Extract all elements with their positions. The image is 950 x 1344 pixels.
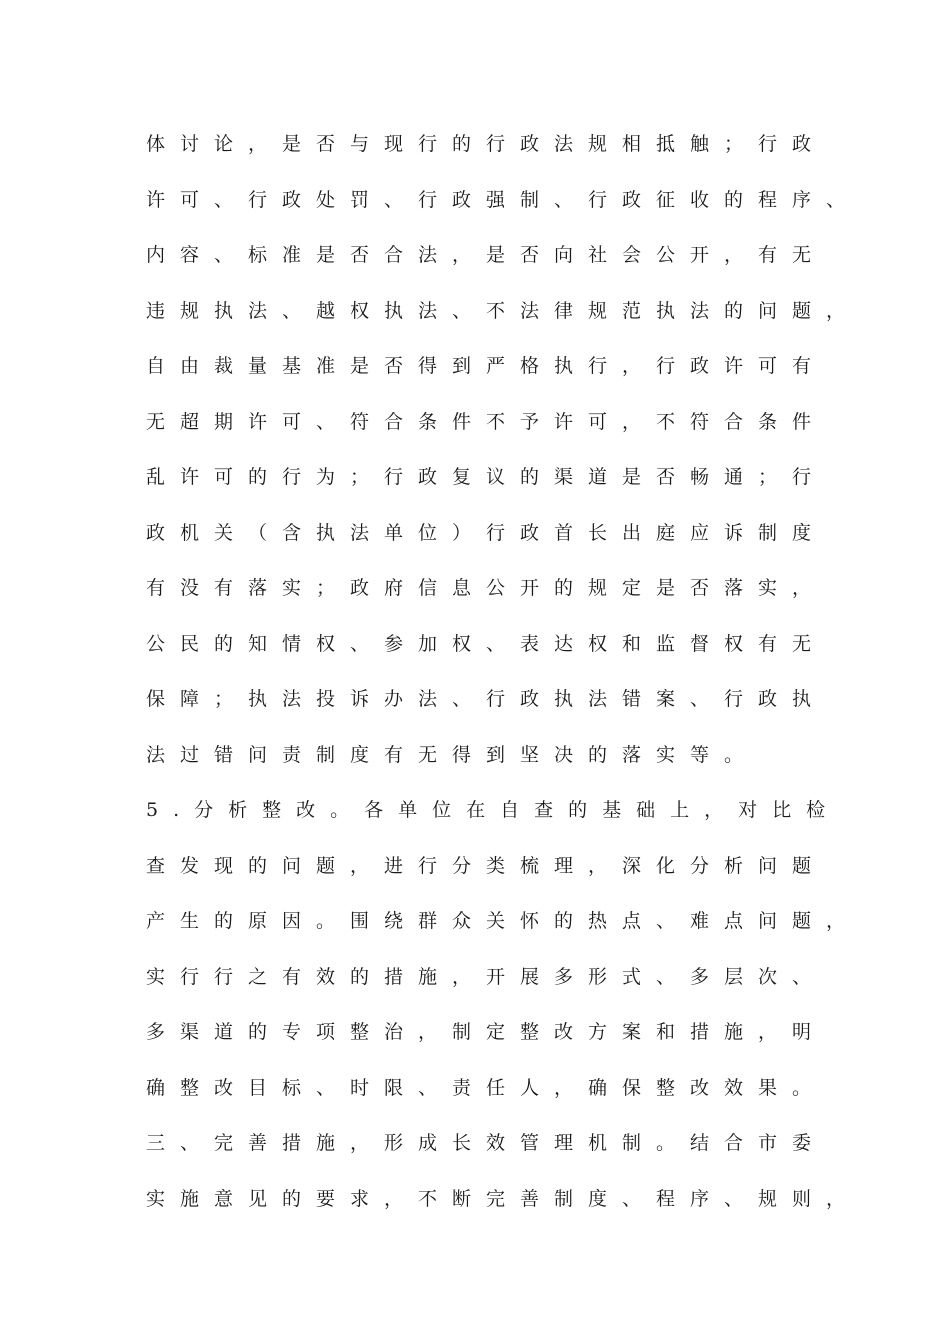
text-line: 查发现的问题，进行分类梳理，深化分析问题 bbox=[146, 854, 827, 877]
text-line: 体讨论，是否与现行的行政法规相抵触；行政 bbox=[146, 133, 827, 155]
text-line: 法过错问责制度有无得到坚决的落实等。 bbox=[146, 743, 759, 766]
text-line: 多渠道的专项整治，制定整改方案和措施，明 bbox=[146, 1021, 827, 1043]
text-line: 5.分析整改。各单位在自查的基础上，对比检 bbox=[146, 799, 841, 821]
text-line: 公民的知情权、参加权、表达权和监督权有无 bbox=[146, 632, 827, 655]
text-line: 内容、标准是否合法，是否向社会公开，有无 bbox=[146, 244, 827, 266]
text-line: 实施意见的要求，不断完善制度、程序、规则， bbox=[146, 1187, 861, 1210]
text-line: 无超期许可、符合条件不予许可，不符合条件 bbox=[146, 410, 827, 433]
text-line: 违规执法、越权执法、不法律规范执法的问题， bbox=[146, 299, 861, 322]
text-line: 保障；执法投诉办法、行政执法错案、行政执 bbox=[146, 688, 827, 710]
text-line: 自由裁量基准是否得到严格执行，行政许可有 bbox=[146, 355, 827, 377]
text-line: 许可、行政处罚、行政强制、行政征收的程序、 bbox=[146, 188, 861, 211]
text-line: 产生的原因。围绕群众关怀的热点、难点问题， bbox=[146, 910, 861, 932]
text-line: 有没有落实；政府信息公开的规定是否落实， bbox=[146, 577, 827, 599]
text-line: 乱许可的行为；行政复议的渠道是否畅通；行 bbox=[146, 466, 827, 488]
text-line: 三、完善措施，形成长效管理机制。结合市委 bbox=[146, 1132, 827, 1154]
document-body bbox=[146, 128, 861, 1238]
text-line: 确整改目标、时限、责任人，确保整改效果。 bbox=[146, 1076, 827, 1099]
text-line: 实行行之有效的措施，开展多形式、多层次、 bbox=[146, 965, 827, 988]
text-line: 政机关（含执法单位）行政首长出庭应诉制度 bbox=[146, 521, 827, 544]
